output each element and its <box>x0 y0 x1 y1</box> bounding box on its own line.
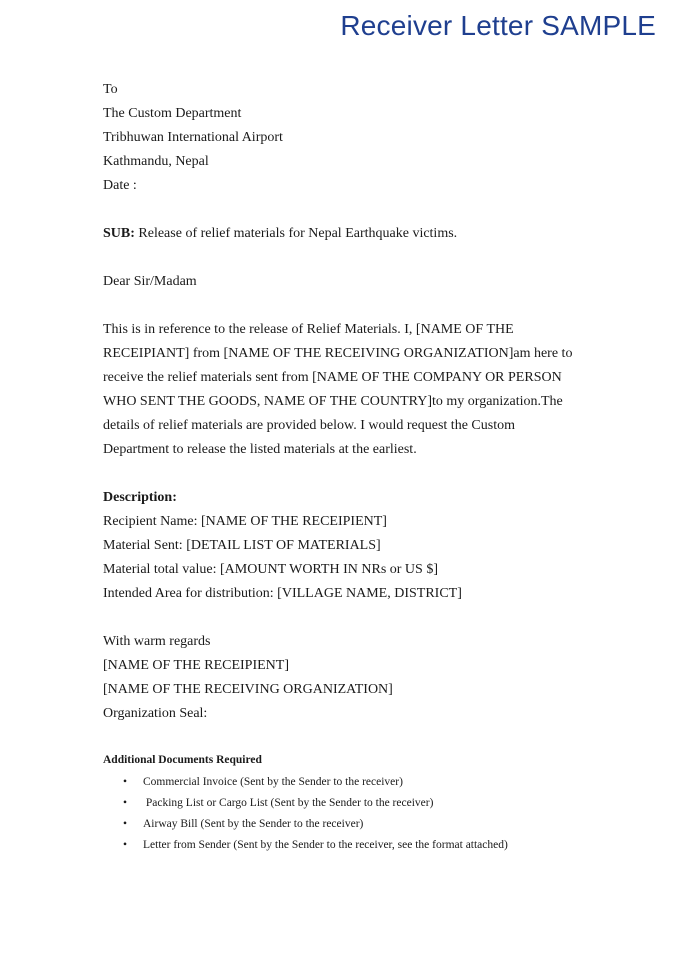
organization-seal: Organization Seal: <box>103 706 208 721</box>
subject-text: Release of relief materials for Nepal Earthquake victims. <box>134 226 458 241</box>
list-item <box>103 814 623 835</box>
description-heading: Description: <box>103 490 177 505</box>
distribution-area: Intended Area for distribution: [VILLAGE NAME, DISTRICT] <box>103 586 462 601</box>
spacer <box>103 606 573 630</box>
spacer <box>103 294 573 318</box>
paragraph-line: receive the relief materials sent from [NAME OF THE COMPANY OR PERSON <box>103 370 562 385</box>
date-label: Date : <box>103 178 137 193</box>
address-line-2: Tribhuwan International Airport <box>103 130 283 145</box>
material-total-value: Material total value: [AMOUNT WORTH IN NRs or US $] <box>103 562 438 577</box>
spacer <box>103 198 573 222</box>
document-title: Receiver Letter SAMPLE <box>340 10 656 41</box>
list-item <box>103 835 623 856</box>
additional-documents-heading: Additional Documents Required <box>103 754 262 766</box>
bullet-icon: • <box>123 839 128 851</box>
address-line-1: The Custom Department <box>103 106 242 121</box>
additional-documents-list <box>103 772 623 856</box>
address-to: To <box>103 82 118 97</box>
list-item-text: Letter from Sender (Sent by the Sender to the receiver, see the format attached) <box>143 839 508 851</box>
spacer <box>103 462 573 486</box>
paragraph-line: WHO SENT THE GOODS, NAME OF THE COUNTRY]to my organization.The <box>103 394 563 409</box>
spacer <box>103 246 573 270</box>
paragraph-line: Department to release the listed materials at the earliest. <box>103 442 417 457</box>
letter-body <box>103 78 573 726</box>
closing-name: [NAME OF THE RECEIPIENT] <box>103 658 290 673</box>
bullet-icon: • <box>123 776 128 788</box>
bullet-icon: • <box>123 797 128 809</box>
list-item <box>103 772 623 793</box>
list-item-text: Airway Bill (Sent by the Sender to the receiver) <box>143 818 364 830</box>
salutation: Dear Sir/Madam <box>103 274 197 289</box>
closing-regards: With warm regards <box>103 634 211 649</box>
subject-line <box>103 222 573 246</box>
subject-label: SUB: <box>103 226 135 241</box>
recipient-name: Recipient Name: [NAME OF THE RECEIPIENT] <box>103 514 387 529</box>
list-item-text: Packing List or Cargo List (Sent by the Sender to the receiver) <box>143 797 434 809</box>
paragraph-line: This is in reference to the release of Relief Materials. I, [NAME OF THE <box>103 322 514 337</box>
material-sent: Material Sent: [DETAIL LIST OF MATERIALS] <box>103 538 381 553</box>
address-line-3: Kathmandu, Nepal <box>103 154 209 169</box>
list-item <box>103 793 623 814</box>
closing-organization: [NAME OF THE RECEIVING ORGANIZATION] <box>103 682 393 697</box>
bullet-icon: • <box>123 818 128 830</box>
paragraph-line: RECEIPIANT] from [NAME OF THE RECEIVING ORGANIZATION]am here to <box>103 346 573 361</box>
list-item-text: Commercial Invoice (Sent by the Sender to the receiver) <box>143 776 403 788</box>
paragraph-line: details of relief materials are provided below. I would request the Custom <box>103 418 515 433</box>
